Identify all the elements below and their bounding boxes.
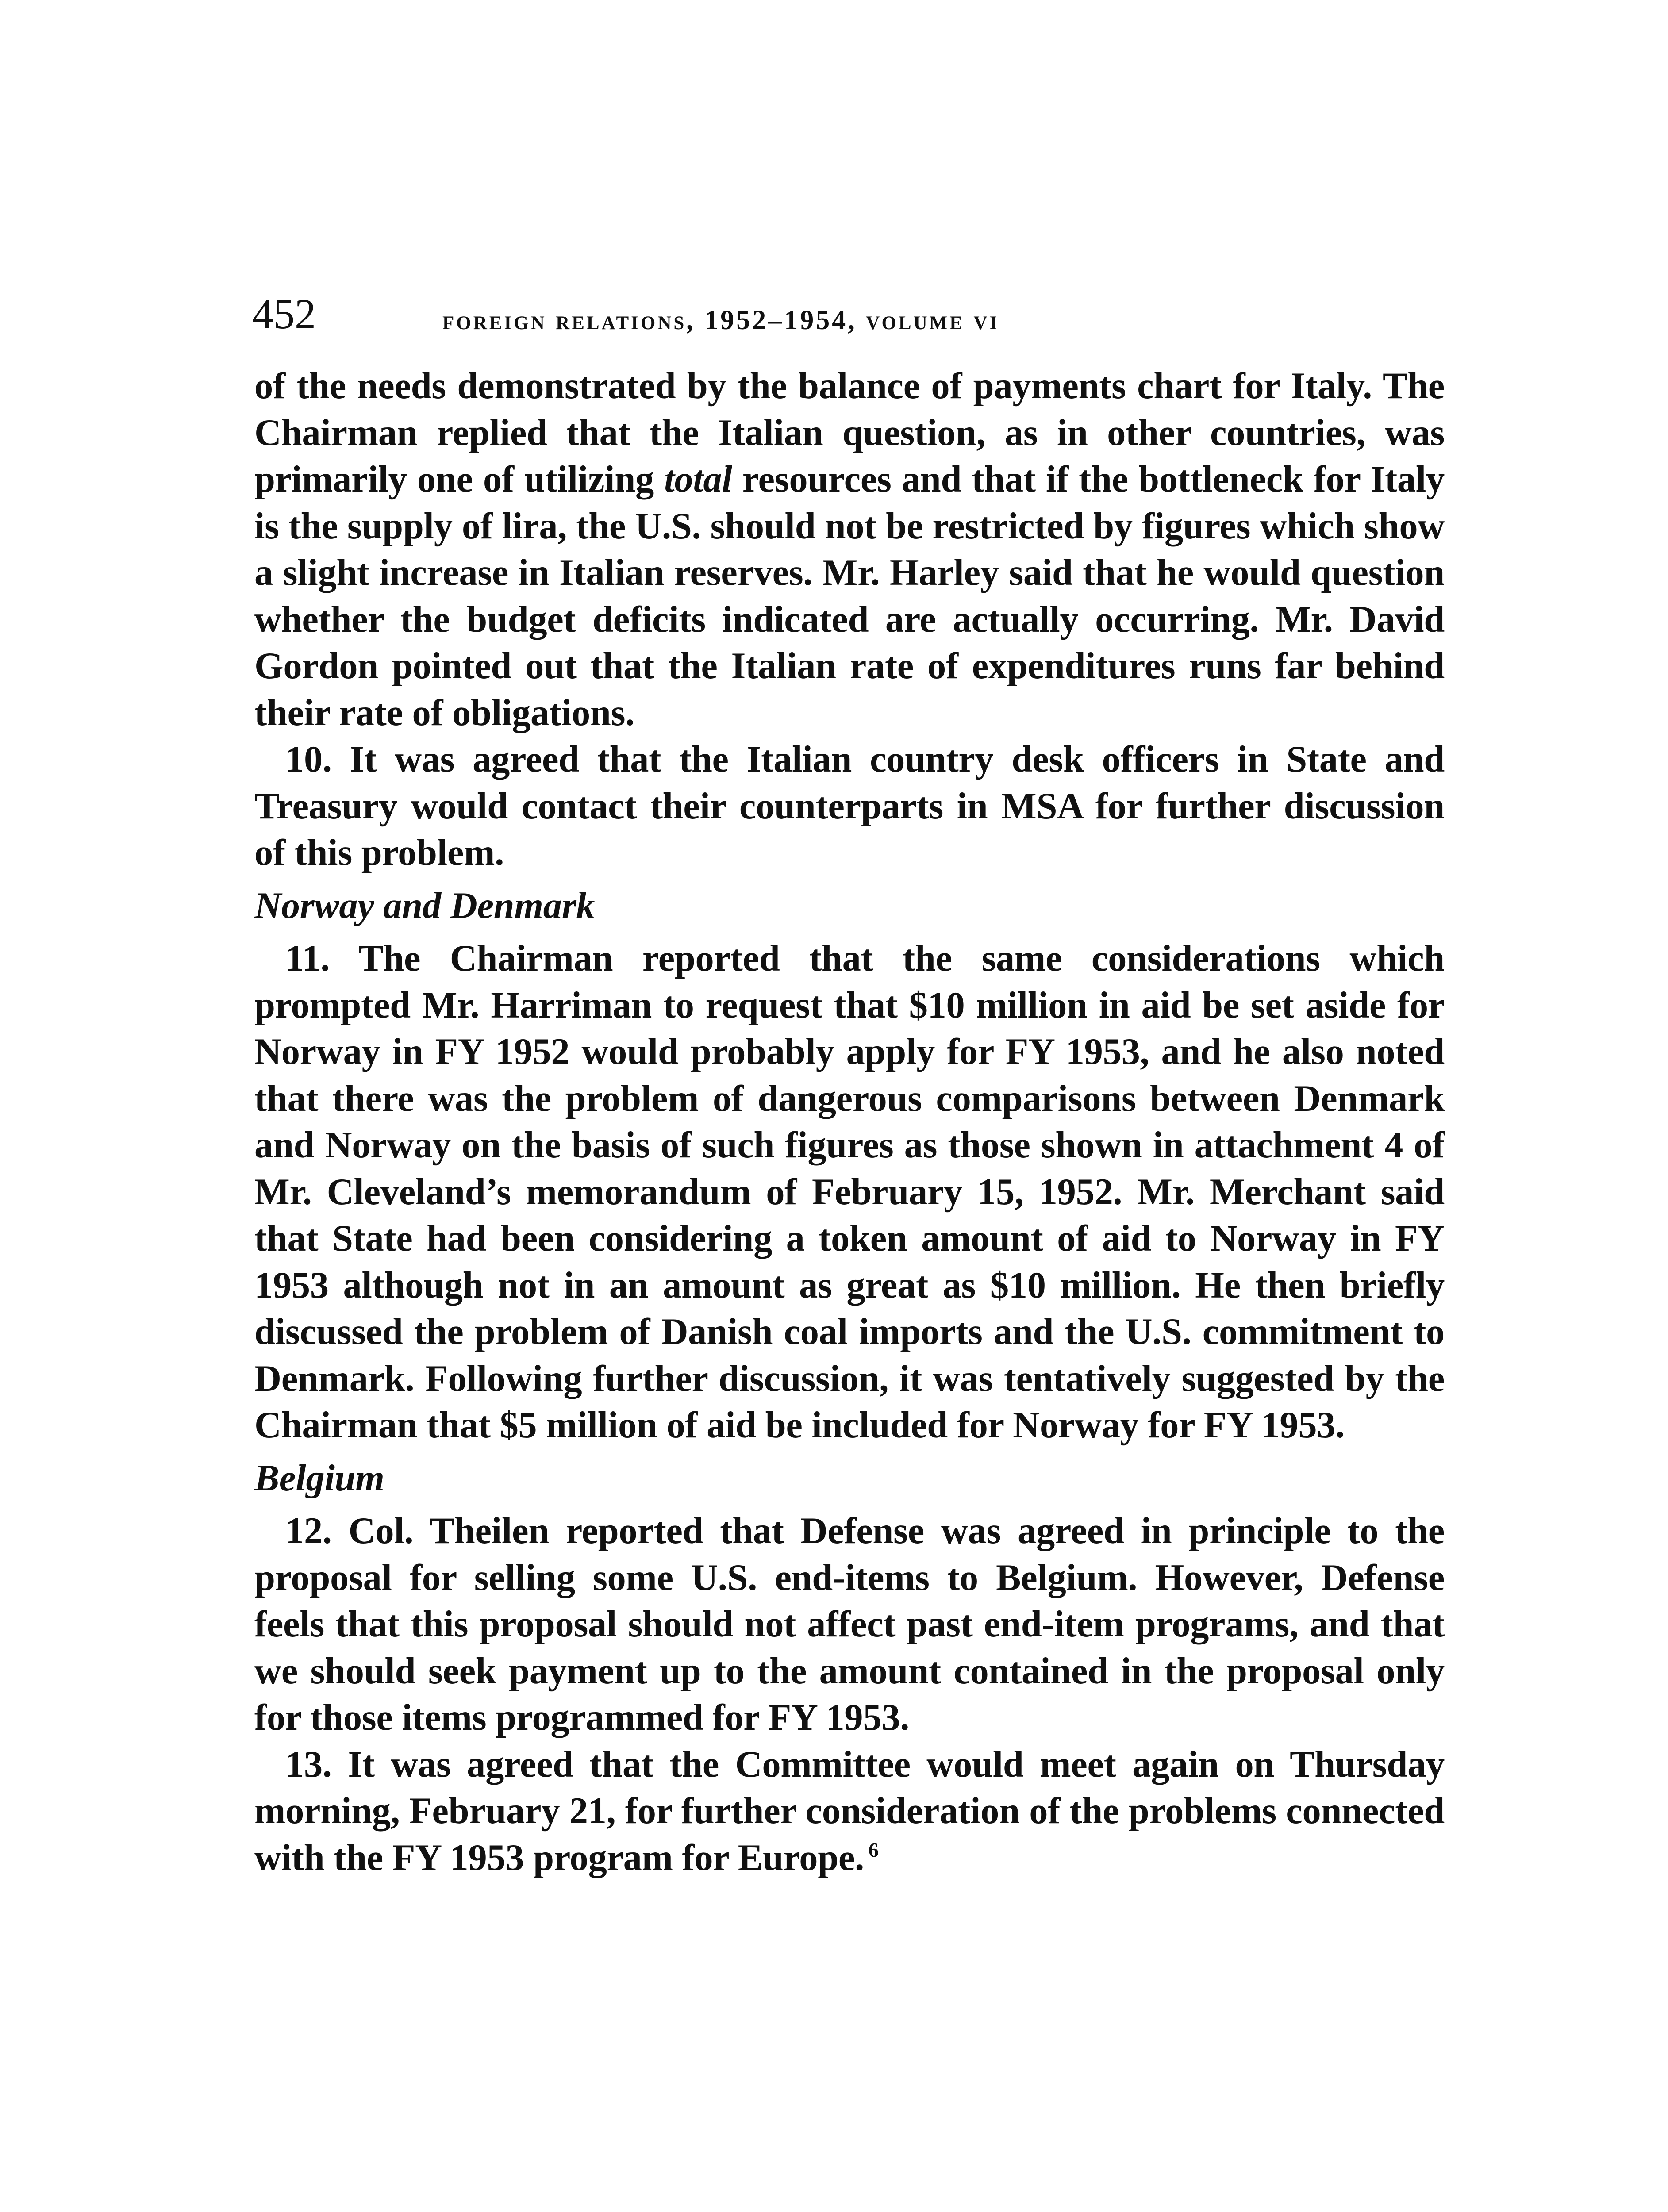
section-heading-norway-denmark: Norway and Denmark xyxy=(254,885,595,926)
page-header xyxy=(252,283,1447,345)
body-text xyxy=(254,363,1445,1881)
paragraph-text: of the needs demonstrated by the balance of payments chart for Italy. The Chairman replied that the Italian question, as in other countries, was primarily one of utilizing xyxy=(254,365,1445,500)
paragraph-text: 13. It was agreed that the Committee would meet again on Thursday morning, February 21, for further consideration of the problems connected with the FY 1953 program for Europe. xyxy=(254,1743,1445,1878)
paragraph-text: resources and that if the bottleneck for Italy is the supply of lira, the U.S. should not be restricted by figures which show a slight increase in Italian reserves. Mr. Harley said that he would question whether the budget deficits indicated are actually occurring. Mr. David Gordon pointed out that the Italian rate of expenditures runs far behind their rate of obligations. xyxy=(254,459,1445,733)
running-head: foreign relations, 1952–1954, volume vi xyxy=(442,305,999,335)
footnote-reference: 6 xyxy=(868,1839,879,1862)
italic-word: total xyxy=(664,459,732,500)
paragraph-13 xyxy=(254,1741,1445,1882)
paragraph-continued xyxy=(254,363,1445,736)
paragraph-10: 10. It was agreed that the Italian country desk officers in State and Treasury would contact their counterparts in MSA for further discussion of this problem. xyxy=(254,739,1445,873)
paragraph-11: 11. The Chairman reported that the same considerations which prompted Mr. Harriman to request that $10 million in aid be set aside for Norway in FY 1952 would probably apply for FY 1953, and he also noted that there was the problem of dangerous comparisons between Denmark and Norway on the basis of such figures as those shown in attachment 4 of Mr. Cleveland’s memorandum of February 15, 1952. Mr. Merchant said that State had been considering a token amount of aid to Norway in FY 1953 although not in an amount as great as $10 million. He then briefly discussed the problem of Danish coal imports and the U.S. commitment to Denmark. Following further discussion, it was tentatively suggested by the Chairman that $5 million of aid be included for Norway for FY 1953. xyxy=(254,938,1445,1446)
paragraph-12: 12. Col. Theilen reported that Defense was agreed in principle to the proposal for selling some U.S. end-items to Belgium. However, Defense feels that this proposal should not affect past end-item programs, and that we should seek payment up to the amount contained in the proposal only for those items programmed for FY 1953. xyxy=(254,1510,1445,1738)
page-number: 452 xyxy=(252,290,316,338)
section-heading-belgium: Belgium xyxy=(254,1457,384,1499)
